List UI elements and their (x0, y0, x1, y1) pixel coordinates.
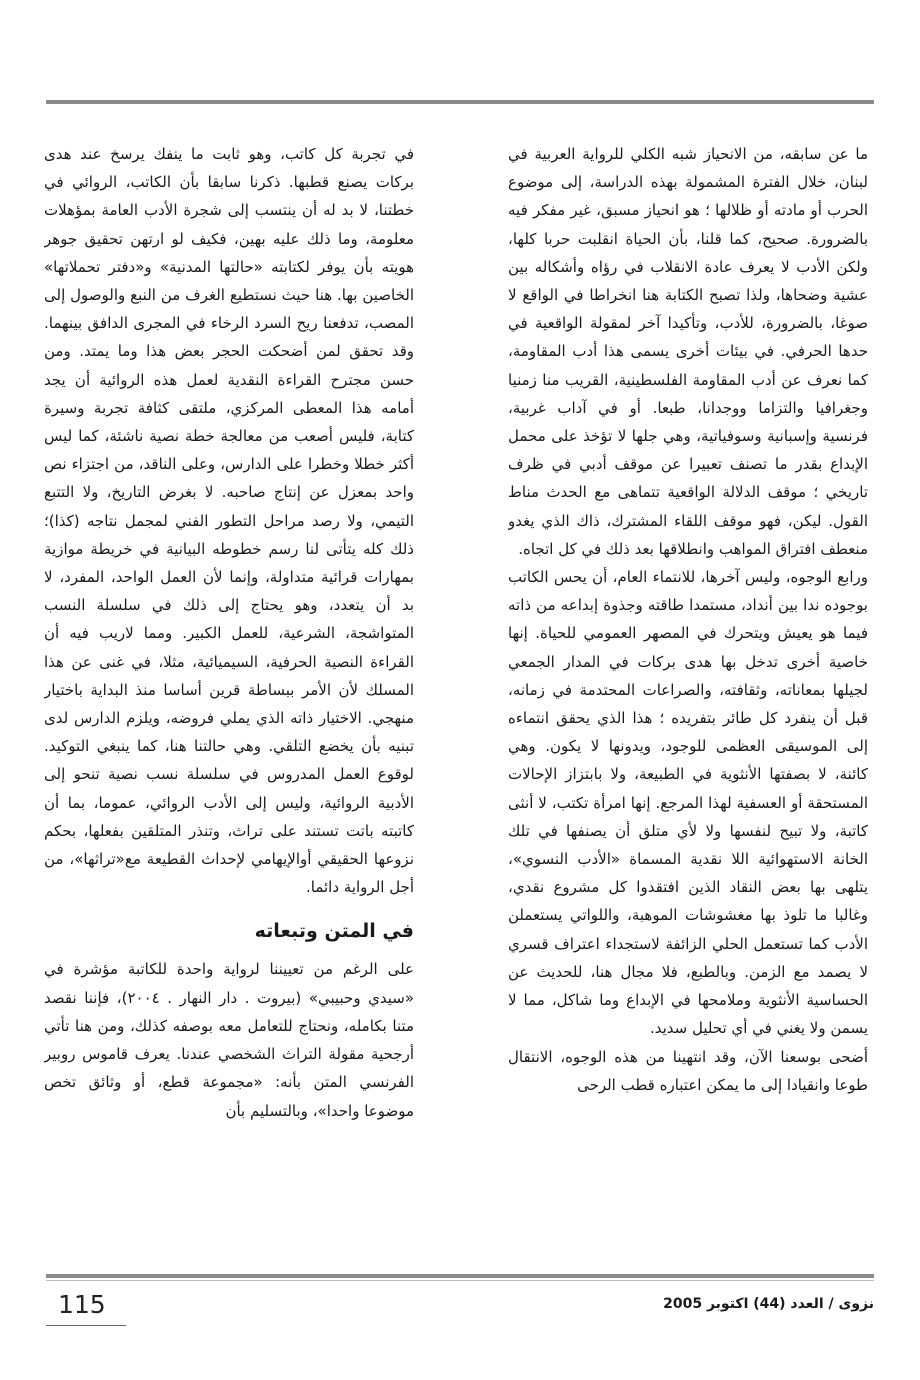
top-rule (46, 100, 874, 104)
paragraph: أضحى بوسعنا الآن، وقد انتهينا من هذه الوجوه، الانتقال طوعا وانقيادا إلى ما يمكن اعتباره قطب الرحى (508, 1047, 868, 1094)
left-column (44, 140, 414, 1250)
right-column (508, 140, 868, 1250)
issue-info: نزوى / العدد (44) اكتوبر 2005 (663, 1296, 874, 1312)
paragraph: على الرغم من تعييننا لرواية واحدة للكاتبة مؤشرة في «سيدي وحبيبي» (بيروت . دار النهار . ٢٠٠٤)، فإننا نقصد متنا بكامله، ونحتاج للتعامل معه بوصفه كذلك، ومن هنا تأتي أرجحية مقولة التراث الشخصي عندنا. يعرف قاموس روبير الفرنسي المتن بأنه: «مجموعة قطع، أو وثائق تخص موضوعا واحدا»، وبالتسليم بأن (44, 960, 414, 1120)
page-number: 115 (58, 1290, 106, 1319)
paragraph: ما عن سابقه، من الانحياز شبه الكلي للرواية العربية في لبنان، خلال الفترة المشمولة بهذه الدراسة، إلى موضوع الحرب أو مادته أو ظلالها ؛ هو انحياز مسبق، غير مفكر فيه بالضرورة. صحيح، كما قلنا، بأن الحياة انقلبت حربا كلها، ولكن الأدب لا يعرف عادة الانقلاب في رؤاه وأشكاله بين عشية وضحاها، ولذا تصبح الكتابة هنا انخراطا في الواقع لا صوغا، بالضرورة، للأدب، وتأكيدا آخر لمقولة الواقعية في حدها الحرفي. في بيئات أخرى يسمى هذا أدب المقاومة، كما نعرف عن أدب المقاومة الفلسطينية، القريب منا زمنيا وجغرافيا والتزاما ووجدانا، طبعا. أو في آداب غربية، فرنسية وإسبانية وسوفياتية، وهي جلها لا تؤخذ على محمل الإبداع بقدر ما تصنف تعبيرا عن موقف أدبي في ظرف تاريخي ؛ موقف الدلالة الواقعية تتماهى مع الحدث مناط القول. ليكن، فهو موقف اللقاء المشترك، ذاك الذي يغدو منعطف افتراق المواهب وانطلاقها بعد ذلك في كل اتجاه. (508, 145, 868, 558)
page-number-underline (46, 1325, 126, 1326)
paragraph: ورابع الوجوه، وليس آخرها، للانتماء العام، أن يحس الكاتب بوجوده ندا بين أنداد، مستمدا طاقته وجذوة إبداعه من ذاته فيما هو يعيش ويتحرك في المصهر العمومي للحياة. إنها خاصية أخرى تدخل بها هدى بركات في المدار الجمعي لجيلها بمعاناته، وثقافته، والصراعات المحتدمة في زمانه، قبل أن ينفرد كل طائر بتفريده ؛ هذا الذي يحقق انتماءه إلى الموسيقى العظمى للوجود، ويدونها لا يكون. وهي كائنة، لا بصفتها الأنثوية في الطبيعة، ولا بابتزاز الإحالات المستحقة أو العسفية لهذا المرجع. إنها امرأة تكتب، لا أنثى كاتبة، ولا تبيح لنفسها ولا لأي متلق أن يصنفها في تلك الخانة الاستهوائية اللا نقدية المسماة «الأدب النسوي»، يتلهى بها بعض النقاد الذين افتقدوا كل مشروع نقدي، وغالبا ما تلوذ بها مغشوشات الموهبة، واللواتي يستعملن الأدب كما تستعمل الحلي الزائفة لاستجداء اعتراف قسري لا يصمد مع الزمن. وبالطبع، فلا مجال هنا، للحديث عن الحساسية الأنثوية وملامحها في الإبداع وما شاكل، مما لا يسمن ولا يغني في أي تحليل سديد. (508, 568, 868, 1038)
bottom-rule (46, 1274, 874, 1278)
bottom-rule-thin (46, 1280, 874, 1281)
paragraph: في تجربة كل كاتب، وهو ثابت ما ينفك يرسخ عند هدى بركات يصنع قطبها. ذكرنا سابقا بأن الكاتب، الروائي في خطتنا، لا بد له أن ينتسب إلى شجرة الأدب العامة بمؤهلات معلومة، وما ذلك عليه بهين، فكيف لو ارتهن تحقيق جوهر هويته بأن يوفر لكتابته «حالتها المدنية» و«دفتر تحملاتها» الخاصين بها. هنا حيث نستطيع الغرف من النبع والوصول إلى المصب، تدفعنا ريح السرد الرخاء في المجرى الدافق بينهما. وقد تحقق لمن أضحكت الحجر بعض هذا وما يمتد. ومن حسن مجترح القراءة النقدية لعمل هذه الروائية أن يجد أمامه هذا المعطى المركزي، ملتقى كثافة تجربة وسيرة كتابة، فليس أصعب من معالجة خطة نصية ناشئة، كما ليس أكثر خطلا وخطرا على الدارس، وعلى الناقد، من اجتزاء نص واحد بمعزل عن إنتاج صاحبه. لا بغرض التاريخ، ولا التتبع التيمي، ولا رصد مراحل التطور الفني لمجمل نتاجه (كذا)؛ ذلك كله يتأتى لنا رسم خطوطه البيانية في خريطة موازية بمهارات قرائية متداولة، وإنما لأن العمل الواحد، المفرد، لا بد أن يتعدد، وهو يحتاج إلى ذلك في سلسلة النسب المتواشجة، الشرعية، للعمل الكبير. ومما لاريب فيه أن القراءة النصية الحرفية، السيميائية، مثلا، في غنى عن هذا المسلك لأن الأمر ببساطة قرين أساسا منذ البداية باختيار منهجي. الاختيار ذاته الذي يملي فروضه، ويلزم الدارس لدى تبنيه بأن يخضع التلقي. وهي حالتنا هنا، كما ينبغي التوكيد. لوقوع العمل المدروس في سلسلة نسب نصية تنحو إلى الأدبية الروائية، وليس إلى الأدب الروائي، عموما، بما أن كاتبته باتت تستند على تراث، وتنذر المتلقين بفعلها، بحكم نزوعها الحقيقي أوالإيهامي لإحداث القطيعة مع«تراثها»، من أجل الرواية دائما. (44, 145, 414, 897)
section-heading: في المتن وتبعاته (254, 920, 414, 943)
